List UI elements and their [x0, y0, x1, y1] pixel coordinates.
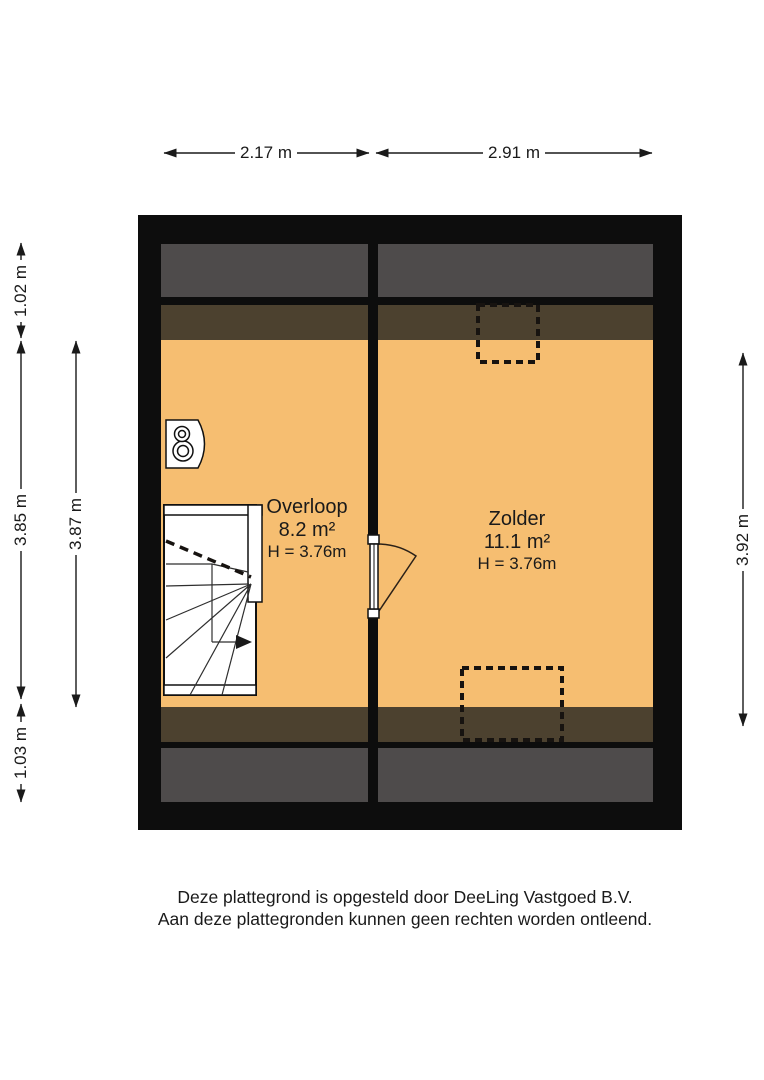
roof-slope-bottom — [161, 748, 653, 802]
room-label-zolder — [478, 508, 557, 573]
door-jamb-bottom — [368, 609, 379, 618]
boiler-icon — [166, 420, 205, 468]
staircase — [164, 505, 262, 695]
dim-label-top-right: 2.91 m — [483, 143, 545, 163]
disclaimer-line-2: Aan deze plattegronden kunnen geen rechten worden ontleend. — [157, 909, 653, 929]
divider-wall-lower — [368, 618, 378, 802]
room-area: 11.1 m² — [483, 531, 551, 553]
stair-bottom-edge — [164, 685, 256, 695]
dim-label-left-102: 1.02 m — [11, 260, 31, 322]
dim-label-left-385: 3.85 m — [11, 489, 31, 551]
room-height: H = 3.76m — [267, 542, 347, 561]
dim-label-left-103: 1.03 m — [11, 722, 31, 784]
room-area: 8.2 m² — [278, 519, 336, 541]
disclaimer-line-1: Deze plattegrond is opgesteld door DeeLing Vastgoed B.V. — [177, 887, 633, 907]
room-label-overloop — [266, 496, 347, 561]
divider-wall-upper — [368, 244, 378, 535]
room-name: Overloop — [266, 496, 348, 518]
roof-slope-top — [161, 244, 653, 297]
knee-wall-band-top — [161, 305, 653, 340]
disclaimer — [158, 886, 652, 930]
door-jamb-top — [368, 535, 379, 544]
room-name: Zolder — [488, 508, 546, 530]
knee-wall-band-bottom — [161, 707, 653, 742]
dim-label-top-left: 2.17 m — [235, 143, 297, 163]
dim-label-left-387: 3.87 m — [66, 493, 86, 555]
room-height: H = 3.76m — [477, 554, 557, 573]
dim-label-right-392: 3.92 m — [733, 509, 753, 571]
